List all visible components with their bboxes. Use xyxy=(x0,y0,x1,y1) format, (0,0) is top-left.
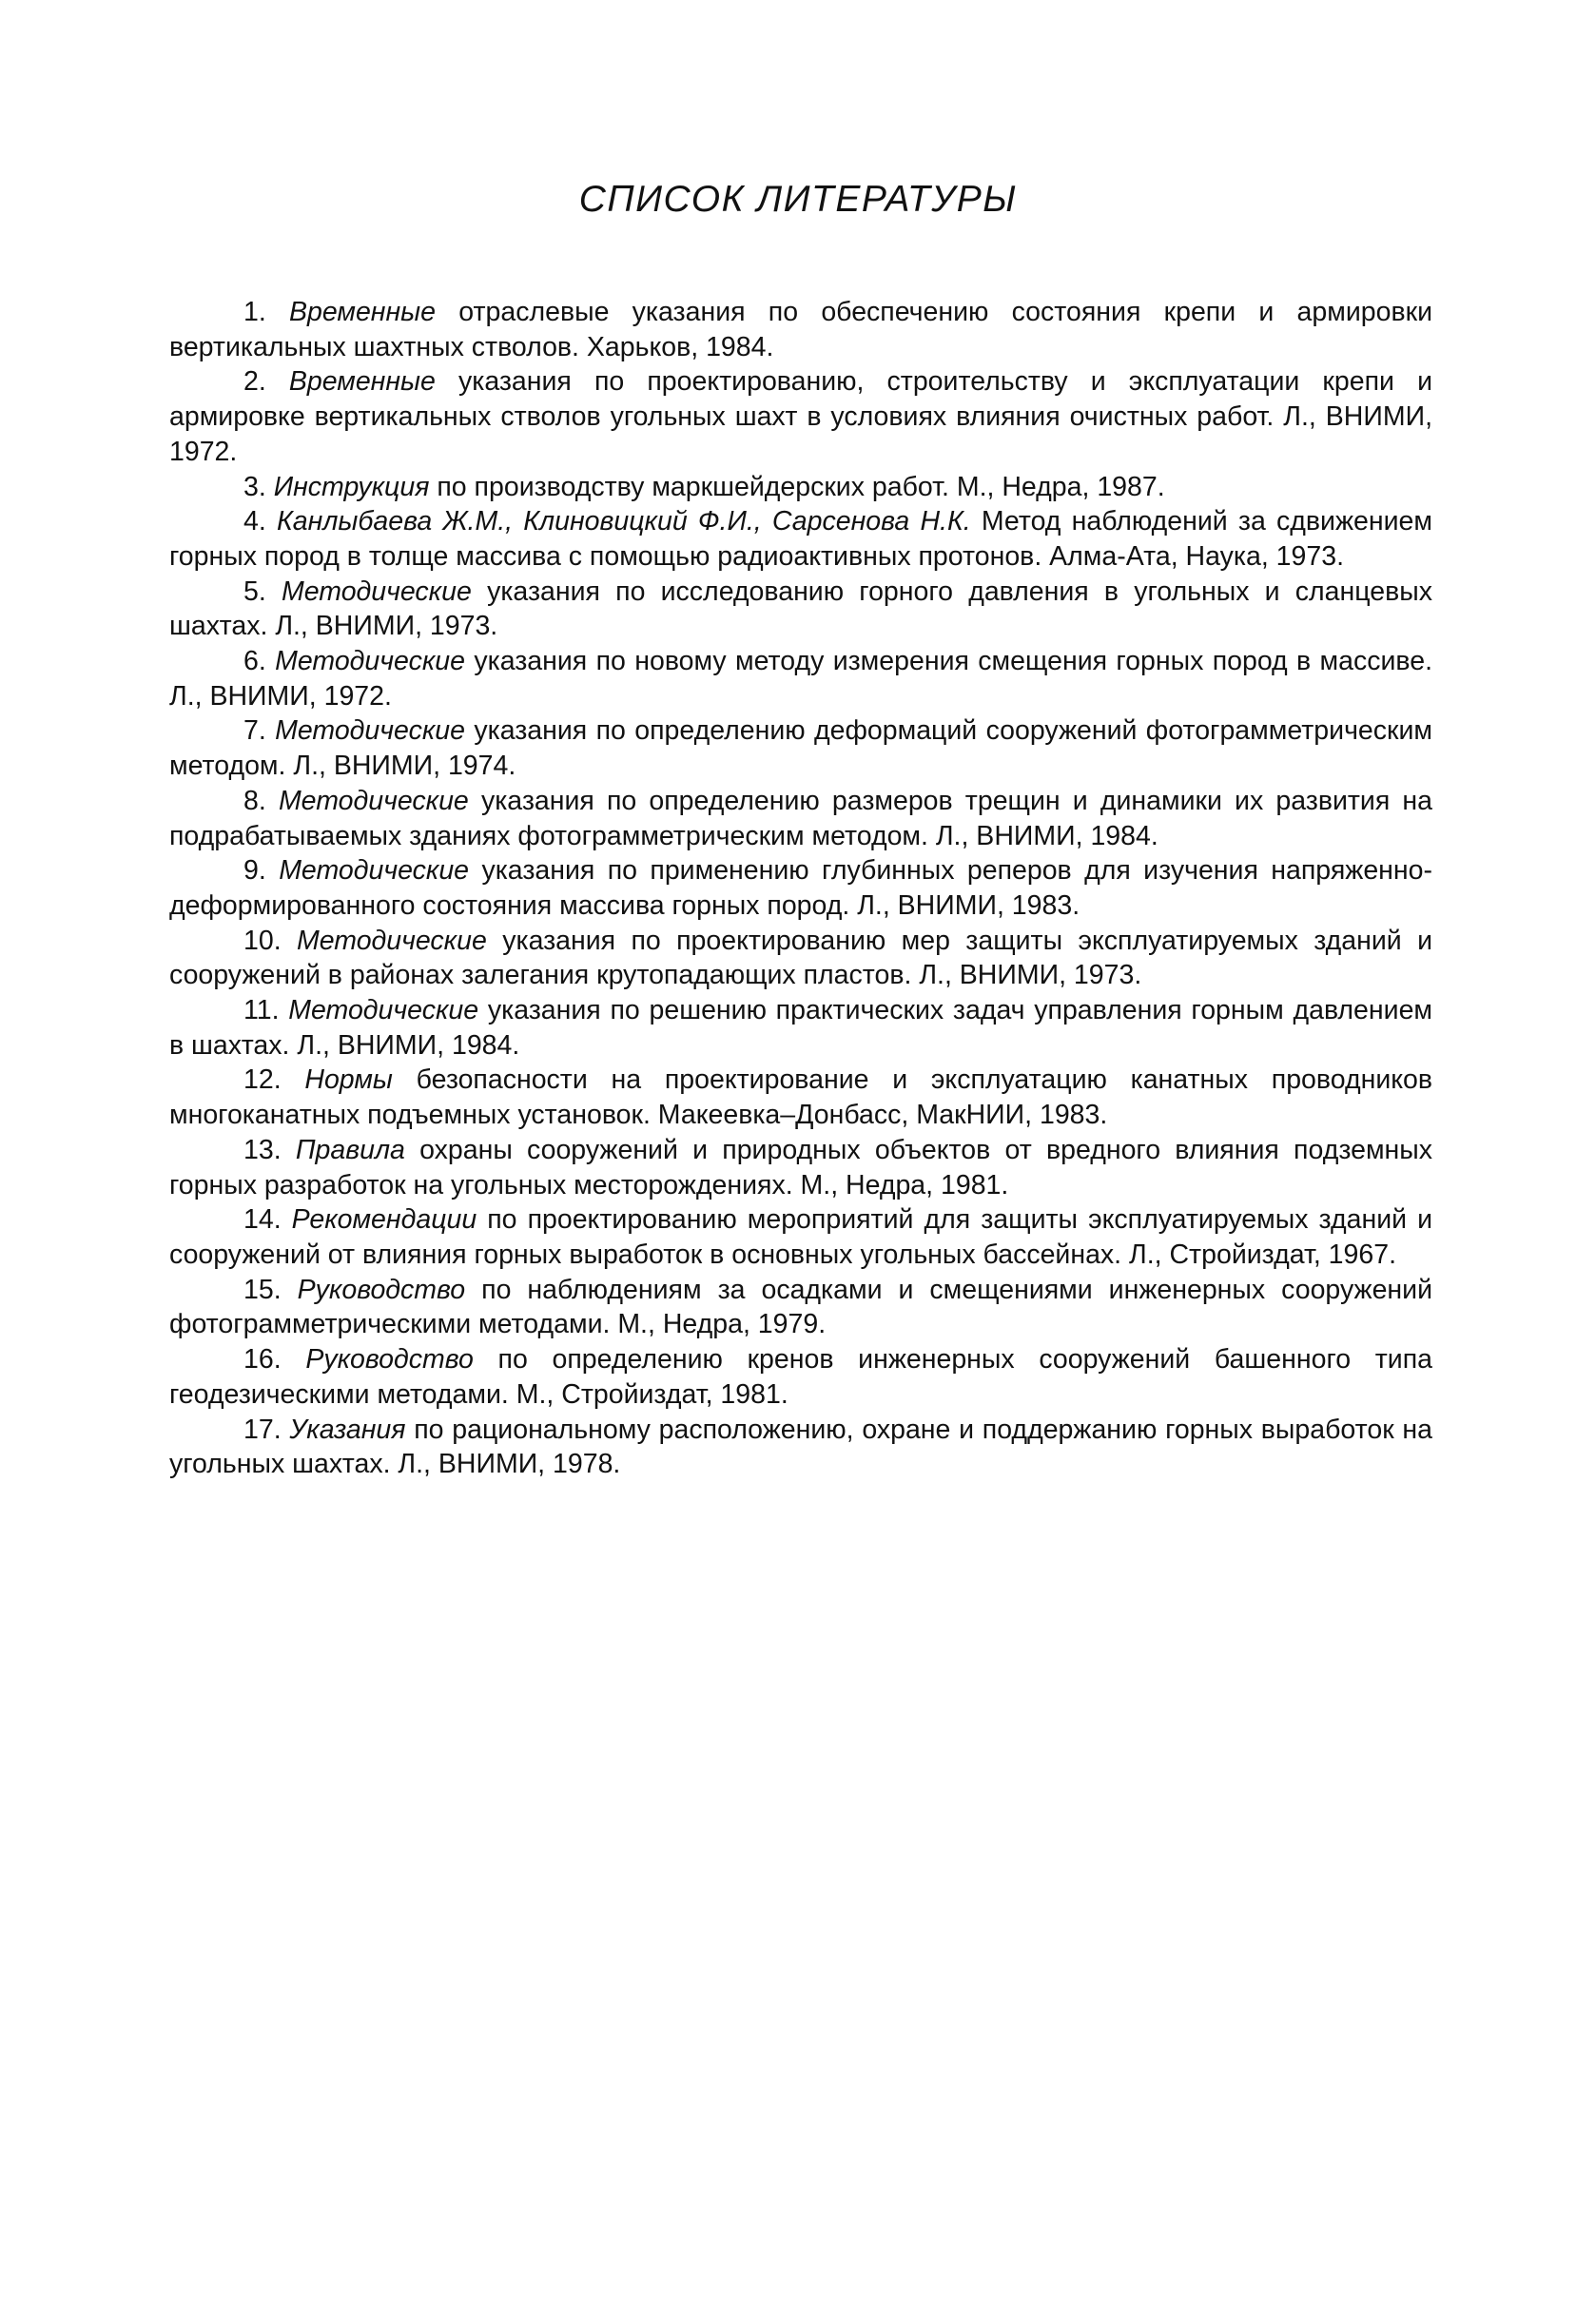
reference-keyword: Руководство xyxy=(297,1274,466,1305)
reference-text: указания по новому методу измерения смещения горных пород в массиве. Л., ВНИМИ, 1972. xyxy=(169,646,1432,712)
reference-text: указания по применению глубинных реперов для изучения напряженно-деформированного состояния массива горных пород. Л., ВНИМИ, 1983. xyxy=(169,855,1433,921)
reference-keyword: Методические xyxy=(275,646,465,677)
reference-text: Метод наблюдений за сдвижением горных пород в толще массива с помощью радиоактивных протонов. Алма-Ата, Наука, 1973. xyxy=(169,506,1432,572)
reference-number: 10. xyxy=(243,925,282,956)
reference-text: указания по определению размеров трещин и динамики их развития на подрабатываемых зданиях фотограмметрическим методом. Л., ВНИМИ, 1984. xyxy=(169,785,1433,851)
reference-text: по определению кренов инженерных сооружений башенного типа геодезическими методами. М., Стройиздат, 1981. xyxy=(169,1344,1432,1410)
reference-text: указания по определению деформаций сооружений фотограмметрическим методом. Л., ВНИМИ, 1974. xyxy=(169,715,1432,782)
reference-item xyxy=(169,1273,1432,1342)
reference-item xyxy=(169,1202,1432,1272)
reference-item xyxy=(169,470,1432,505)
reference-text: указания по проектированию мер защиты эксплуатируемых зданий и сооружений в районах залегания крутопадающих пластов. Л., ВНИМИ, 1973. xyxy=(169,925,1433,991)
reference-item xyxy=(169,1342,1432,1412)
reference-keyword: Инструкция xyxy=(273,471,430,502)
reference-keyword: Временные xyxy=(289,297,436,327)
reference-number: 3. xyxy=(243,471,266,502)
reference-number: 2. xyxy=(243,366,266,398)
reference-number: 16. xyxy=(243,1344,282,1376)
reference-text: по рациональному расположению, охране и поддержанию горных выработок на угольных шахтах. Л., ВНИМИ, 1978. xyxy=(169,1414,1433,1480)
reference-item xyxy=(169,1063,1432,1132)
reference-item xyxy=(169,713,1432,783)
reference-item xyxy=(169,853,1432,923)
reference-item xyxy=(169,504,1432,574)
reference-keyword: Методические xyxy=(275,715,465,747)
reference-number: 7. xyxy=(243,715,266,747)
reference-item xyxy=(169,364,1432,469)
page-title: СПИСОК ЛИТЕРАТУРЫ xyxy=(578,179,1018,220)
reference-item xyxy=(169,575,1432,644)
reference-number: 15. xyxy=(243,1274,282,1305)
reference-number: 17. xyxy=(243,1414,282,1445)
reference-keyword: Нормы xyxy=(304,1064,393,1096)
reference-number: 9. xyxy=(243,855,266,887)
reference-keyword: Рекомендации xyxy=(291,1204,477,1236)
reference-number: 6. xyxy=(243,646,266,677)
reference-text: охраны сооружений и природных объектов от вредного влияния подземных горных разработок на угольных месторождениях. М., Недра, 1981. xyxy=(169,1134,1433,1200)
reference-number: 13. xyxy=(243,1134,282,1165)
reference-number: 12. xyxy=(243,1064,282,1096)
reference-keyword: Временные xyxy=(288,366,436,398)
reference-item xyxy=(169,993,1432,1063)
reference-text: безопасности на проектирование и эксплуатацию канатных проводников многоканатных подъемных установок. Макеевка–Донбасс, МакНИИ, 1983. xyxy=(169,1064,1433,1131)
reference-keyword: Указания xyxy=(289,1414,406,1445)
reference-text: указания по решению практических задач управления горным давлением в шахтах. Л., ВНИМИ, 1984. xyxy=(169,995,1433,1061)
reference-text: указания по исследованию горного давления в угольных и сланцевых шахтах. Л., ВНИМИ, 1973. xyxy=(169,576,1433,642)
reference-keyword: Методические xyxy=(297,925,487,956)
reference-keyword: Канлыбаева Ж.М., Клиновицкий Ф.И., Сарсенова Н.К. xyxy=(277,506,971,537)
reference-keyword: Руководство xyxy=(305,1344,474,1376)
reference-number: 14. xyxy=(243,1204,282,1236)
reference-text: по проектированию мероприятий для защиты эксплуатируемых зданий и сооружений от влияния горных выработок в основных угольных бассейнах. Л., Стройиздат, 1967. xyxy=(169,1204,1432,1270)
reference-number: 11. xyxy=(243,995,280,1026)
reference-item xyxy=(169,295,1432,364)
reference-number: 1. xyxy=(243,297,266,327)
reference-keyword: Методические xyxy=(288,995,479,1026)
reference-keyword: Методические xyxy=(279,855,470,887)
reference-item xyxy=(169,924,1432,993)
reference-text: отраслевые указания по обеспечению состояния крепи и армировки вертикальных шахтных стволов. Харьков, 1984. xyxy=(169,297,1433,362)
reference-number: 8. xyxy=(243,785,266,816)
reference-keyword: Методические xyxy=(282,576,472,607)
reference-number: 5. xyxy=(243,576,266,607)
reference-list xyxy=(169,295,1432,1482)
reference-item xyxy=(169,644,1432,713)
reference-text: по наблюдениям за осадками и смещениями инженерных сооружений фотограмметрическими методами. М., Недра, 1979. xyxy=(169,1274,1433,1340)
reference-number: 4. xyxy=(243,506,266,537)
reference-item xyxy=(169,1413,1432,1482)
reference-text: указания по проектированию, строительству и эксплуатации крепи и армировке вертикальных стволов угольных шахт в условиях влияния очистных работ. Л., ВНИМИ, 1972. xyxy=(169,366,1432,467)
reference-item xyxy=(169,784,1432,853)
reference-text: по производству маркшейдерских работ. М., Недра, 1987. xyxy=(437,471,1165,502)
reference-keyword: Правила xyxy=(295,1134,405,1165)
reference-keyword: Методические xyxy=(278,785,469,816)
reference-item xyxy=(169,1133,1432,1202)
